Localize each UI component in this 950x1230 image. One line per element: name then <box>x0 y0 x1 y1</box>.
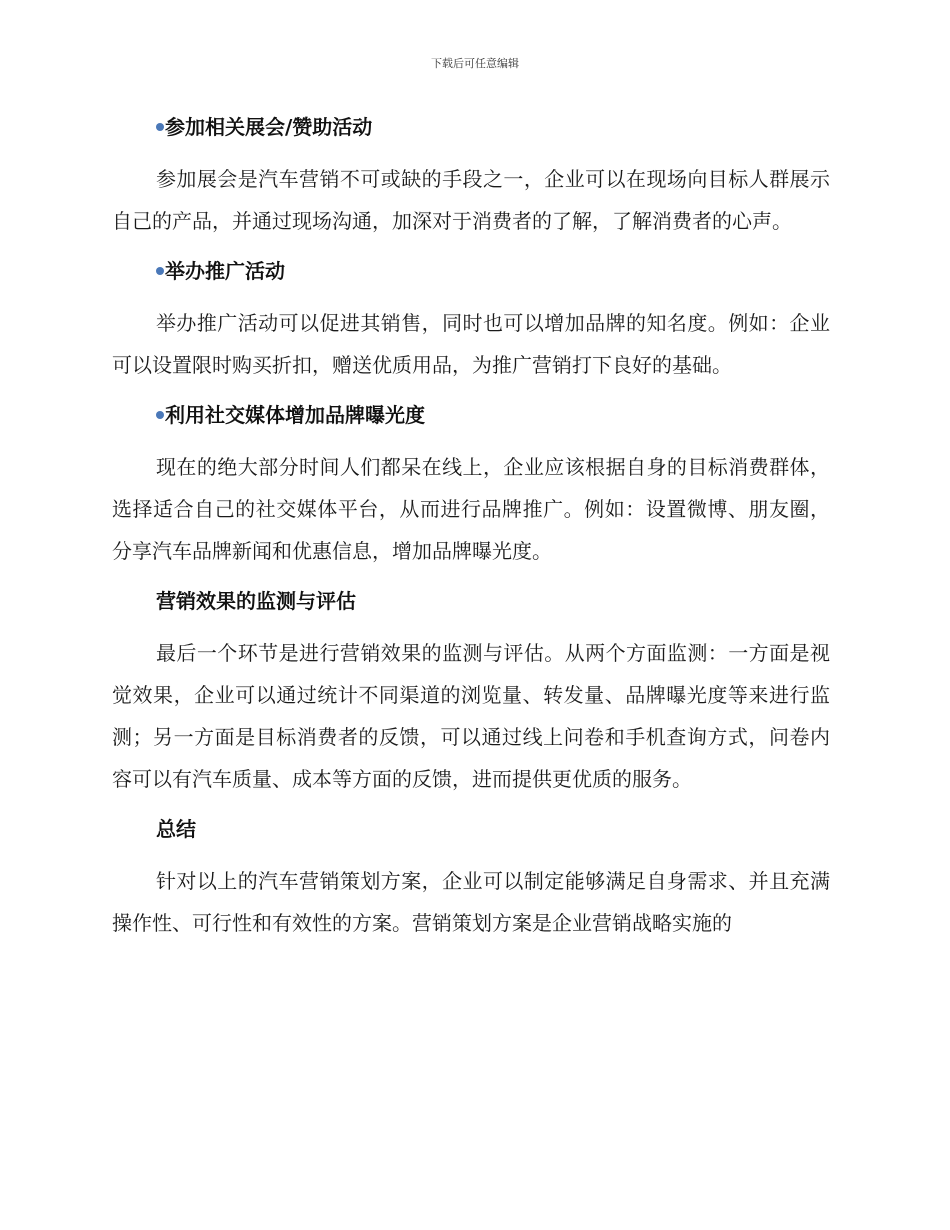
section-heading-summary: 总结 <box>156 817 196 841</box>
section-paragraph-monitoring: 最后一个环节是进行营销效果的监测与评估。从两个方面监测：一方面是视觉效果，企业可以通过统计不同渠道的浏览量、转发量、品牌曝光度等来进行监测；另一方面是目标消费者的反馈，可以通过线上问卷和手机查询方式，问卷内容可以有汽车质量、成本等方面的反馈，进而提供更优质的服务。 <box>112 641 830 791</box>
section-heading-promotions <box>156 254 830 288</box>
section-heading-text: 举办推广活动 <box>165 259 285 283</box>
section-paragraph-summary: 针对以上的汽车营销策划方案，企业可以制定能够满足自身需求、并且充满操作性、可行性和有效性的方案。营销策划方案是企业营销战略实施的 <box>112 869 830 935</box>
section-heading-text: 利用社交媒体增加品牌曝光度 <box>165 403 425 427</box>
section-heading-social-media <box>156 398 830 432</box>
section-paragraph-promotions: 举办推广活动可以促进其销售，同时也可以增加品牌的知名度。例如：企业可以设置限时购买折扣，赠送优质用品，为推广营销打下良好的基础。 <box>112 311 830 377</box>
document-body <box>112 110 830 944</box>
section-heading-monitoring: 营销效果的监测与评估 <box>156 589 356 613</box>
header-note: 下载后可任意编辑 <box>431 57 519 70</box>
section-paragraph-social-media: 现在的绝大部分时间人们都呆在线上，企业应该根据自身的目标消费群体，选择适合自己的社交媒体平台，从而进行品牌推广。例如：设置微博、朋友圈，分享汽车品牌新闻和优惠信息，增加品牌曝光度。 <box>112 455 830 563</box>
section-heading-exhibitions <box>156 110 830 144</box>
section-paragraph-exhibitions: 参加展会是汽车营销不可或缺的手段之一，企业可以在现场向目标人群展示自己的产品，并通过现场沟通，加深对于消费者的了解，了解消费者的心声。 <box>112 167 830 233</box>
section-heading-text: 参加相关展会/赞助活动 <box>165 115 373 139</box>
